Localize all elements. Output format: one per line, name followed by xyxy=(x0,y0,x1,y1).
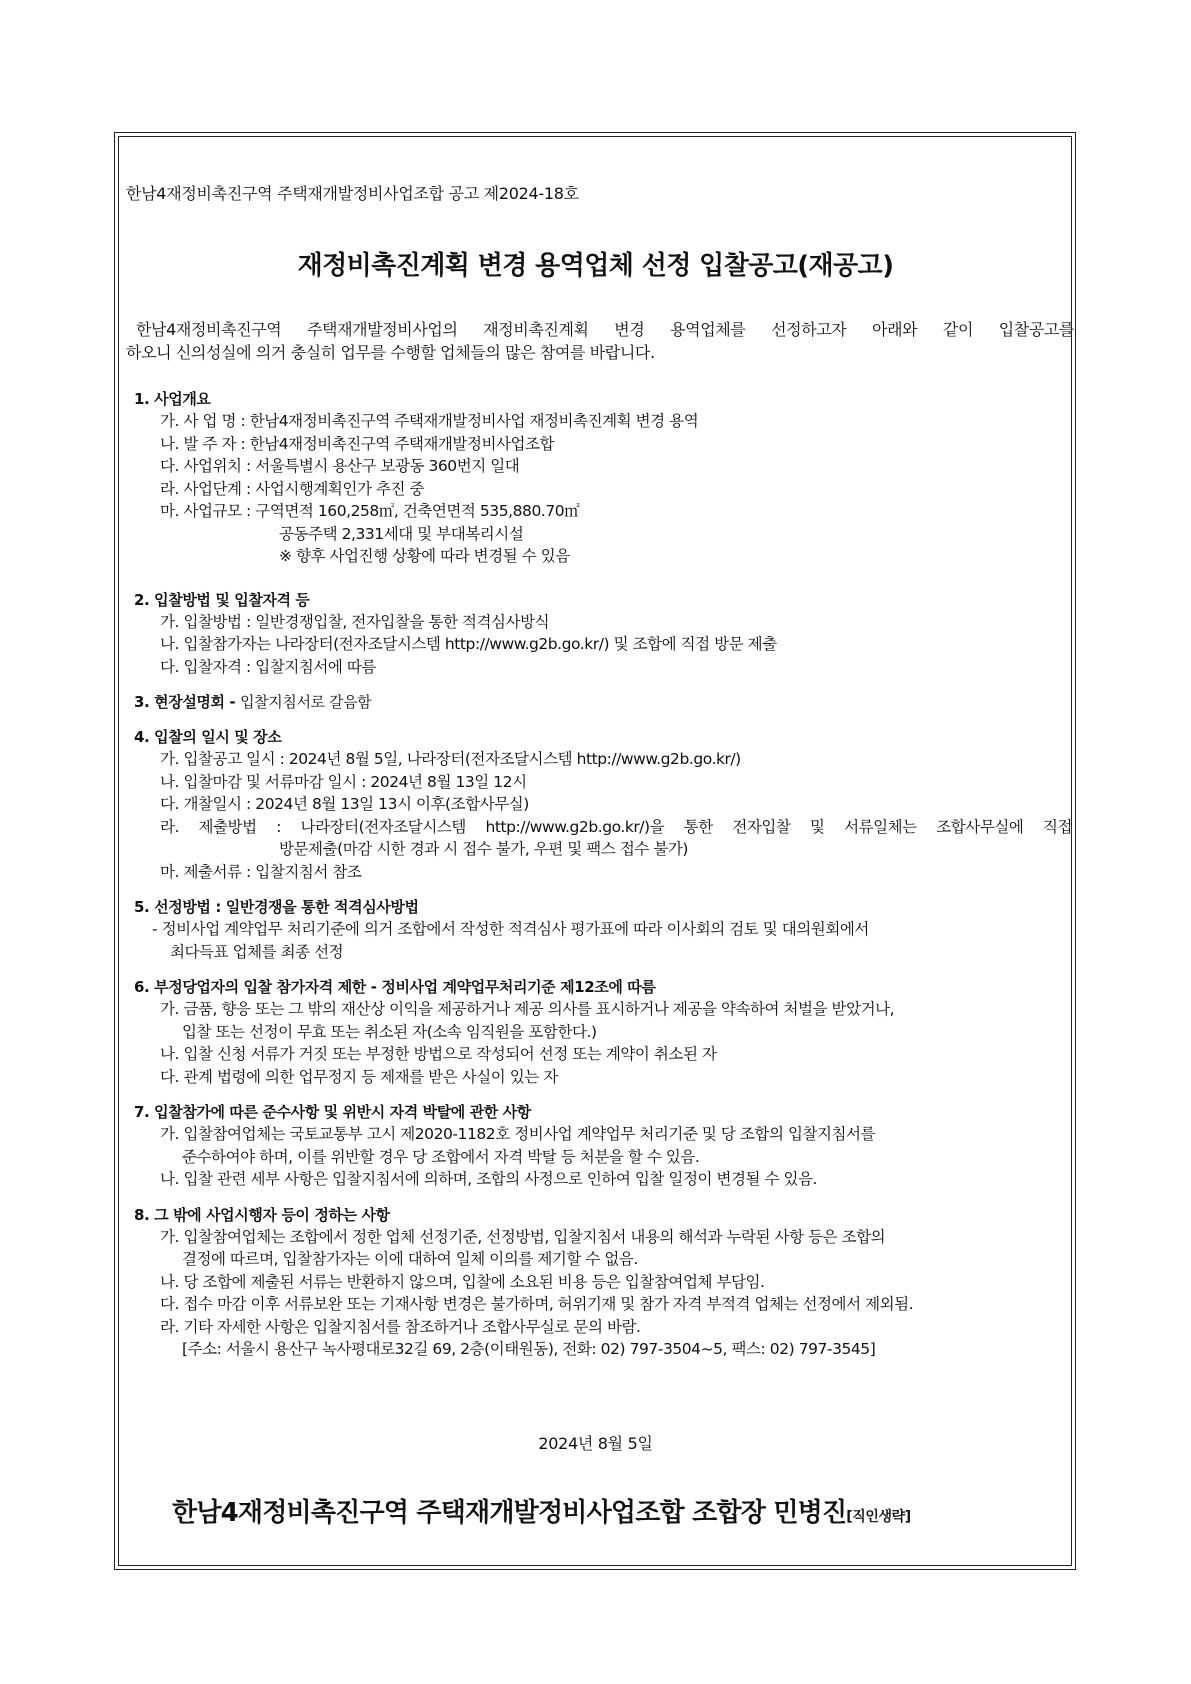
list-item: 가. 입찰공고 일시 : 2024년 8월 5일, 나라장터(전자조달시스템 http://www.g2b.go.kr/) xyxy=(160,750,741,768)
list-item: 다. 접수 마감 이후 서류보완 또는 기재사항 변경은 불가하며, 허위기재 및 참가 자격 부적격 업체는 선정에서 제외됨. xyxy=(160,1295,914,1313)
section-disqualification xyxy=(134,976,1074,1088)
list-item: - 정비사업 계약업무 처리기준에 의거 조합에서 작성한 적격심사 평가표에 따라 이사회의 검토 및 대의원회에서 xyxy=(152,920,869,938)
intro-line-2: 하오니 신의성실에 의거 충실히 업무를 수행할 업체들의 많은 참여를 바랍니다. xyxy=(126,343,655,362)
section-title: 2. 입찰방법 및 입찰자격 등 xyxy=(134,590,310,609)
list-item: 나. 발 주 자 : 한남4재정비촉진구역 주택재개발정비사업조합 xyxy=(160,434,555,453)
list-item-continuation: 준수하여야 하며, 이를 위반할 경우 당 조합에서 자격 박탈 등 처분을 할 수 있음. xyxy=(182,1147,700,1166)
list-item: 라. 기타 자세한 사항은 입찰지침서를 참조하거나 조합사무실로 문의 바람. xyxy=(160,1317,641,1336)
list-item: 나. 입찰마감 및 서류마감 일시 : 2024년 8월 13일 12시 xyxy=(160,772,527,791)
section-title: 7. 입찰참가에 따른 준수사항 및 위반시 자격 박탈에 관한 사항 xyxy=(134,1103,531,1121)
list-item: 라. 제출방법 : 나라장터(전자조달시스템 http://www.g2b.go.kr/)을 통한 전자입찰 및 서류일체는 조합사무실에 직접 xyxy=(160,817,1072,836)
intro-line-1: 한남4재정비촉진구역 주택재개발정비사업의 재정비촉진계획 변경 용역업체를 선정하고자 아래와 같이 입찰공고를 xyxy=(136,320,1074,339)
list-item: 다. 관계 법령에 의한 업무정지 등 제재를 받은 사실이 있는 자 xyxy=(160,1067,558,1086)
notice-sections xyxy=(134,388,1074,1361)
list-item: 가. 입찰방법 : 일반경쟁입찰, 전자입찰을 통한 적격심사방식 xyxy=(160,612,550,631)
list-item: 라. 사업단계 : 사업시행계획인가 추진 중 xyxy=(160,479,425,498)
list-item: 다. 사업위치 : 서울특별시 용산구 보광동 360번지 일대 xyxy=(160,457,520,475)
list-item: 나. 입찰참가자는 나라장터(전자조달시스템 http://www.g2b.go.kr/) 및 조합에 직접 방문 제출 xyxy=(160,635,777,653)
list-item: 가. 입찰참여업체는 국토교통부 고시 제2020-1182호 정비사업 계약업무 처리기준 및 당 조합의 입찰지침서를 xyxy=(160,1125,876,1143)
list-item: 나. 입찰 관련 세부 사항은 입찰지침서에 의하며, 조합의 사정으로 인하여 입찰 일정이 변경될 수 있음. xyxy=(160,1170,818,1188)
seal-omitted-note: [직인생략] xyxy=(846,1509,911,1525)
section-business-overview xyxy=(134,388,1074,568)
list-item-continuation: 공동주택 2,331세대 및 부대복리시설 xyxy=(279,524,524,543)
list-item: 가. 금품, 향응 또는 그 밖의 재산상 이익을 제공하거나 제공 의사를 표시하거나 제공을 약속하여 처벌을 받았거나, xyxy=(160,1000,895,1018)
section-title: 4. 입찰의 일시 및 장소 xyxy=(134,728,282,746)
list-item: 나. 당 조합에 제출된 서류는 반환하지 않으며, 입찰에 소요된 비용 등은 입찰참여업체 부담임. xyxy=(160,1272,765,1291)
list-item: 가. 입찰참여업체는 조합에서 정한 업체 선정기준, 선정방법, 입찰지침서 내용의 해석과 누락된 사항 등은 조합의 xyxy=(160,1227,886,1246)
list-item-note: ※ 향후 사업진행 상황에 따라 변경될 수 있음 xyxy=(279,547,570,565)
list-item-continuation: 최다득표 업체를 최종 선정 xyxy=(170,942,344,961)
notice-date: 2024년 8월 5일 xyxy=(538,1434,653,1453)
notice-title: 재정비촉진계획 변경 용역업체 선정 입찰공고(재공고) xyxy=(297,251,894,281)
section-description: 입찰지침서로 갈음함 xyxy=(240,693,372,711)
section-bid-schedule xyxy=(134,726,1074,883)
section-title: 8. 그 밖에 사업시행자 등이 정하는 사항 xyxy=(134,1205,390,1224)
contact-info: [주소: 서울시 용산구 녹사평대로32길 69, 2층(이태원동), 전화: 02) 797-3504~5, 팩스: 02) 797-3545] xyxy=(182,1340,876,1358)
list-item: 다. 개찰일시 : 2024년 8월 13일 13시 이후(조합사무실) xyxy=(160,795,529,813)
list-item: 다. 입찰자격 : 입찰지침서에 따름 xyxy=(160,657,376,676)
signature-line xyxy=(172,1492,911,1529)
list-item: 나. 입찰 신청 서류가 거짓 또는 부정한 방법으로 작성되어 선정 또는 계약이 취소된 자 xyxy=(160,1045,717,1063)
notice-number: 한남4재정비촉진구역 주택재개발정비사업조합 공고 제2024-18호 xyxy=(126,184,579,203)
section-bidding-method xyxy=(134,589,1074,679)
intro-paragraph xyxy=(126,318,1074,364)
list-item-continuation: 결정에 따르며, 입찰참가자는 이에 대하여 일체 이의를 제기할 수 없음. xyxy=(182,1250,638,1268)
issuer-name: 한남4재정비촉진구역 주택재개발정비사업조합 조합장 민병진 xyxy=(172,1498,847,1528)
section-title: 3. 현장설명회 - xyxy=(134,693,236,711)
section-title: 6. 부정당업자의 입찰 참가자격 제한 - 정비사업 계약업무처리기준 제12조에 따름 xyxy=(134,978,656,996)
section-other-matters xyxy=(134,1204,1074,1361)
list-item: 마. 제출서류 : 입찰지침서 참조 xyxy=(160,862,362,881)
section-site-briefing xyxy=(134,691,1074,713)
section-title: 1. 사업개요 xyxy=(134,390,211,408)
section-selection-method xyxy=(134,896,1074,963)
section-title: 5. 선정방법 : 일반경쟁을 통한 적격심사방법 xyxy=(134,898,419,916)
list-item-continuation: 입찰 또는 선정이 무효 또는 취소된 자(소속 임직원을 포함한다.) xyxy=(182,1022,597,1041)
list-item: 가. 사 업 명 : 한남4재정비촉진구역 주택재개발정비사업 재정비촉진계획 변경 용역 xyxy=(160,412,699,430)
list-item-continuation: 방문제출(마감 시한 경과 시 접수 불가, 우편 및 팩스 접수 불가) xyxy=(279,840,688,858)
list-item: 마. 사업규모 : 구역면적 160,258㎡, 건축연면적 535,880.70㎡ xyxy=(160,502,580,520)
section-compliance xyxy=(134,1101,1074,1191)
